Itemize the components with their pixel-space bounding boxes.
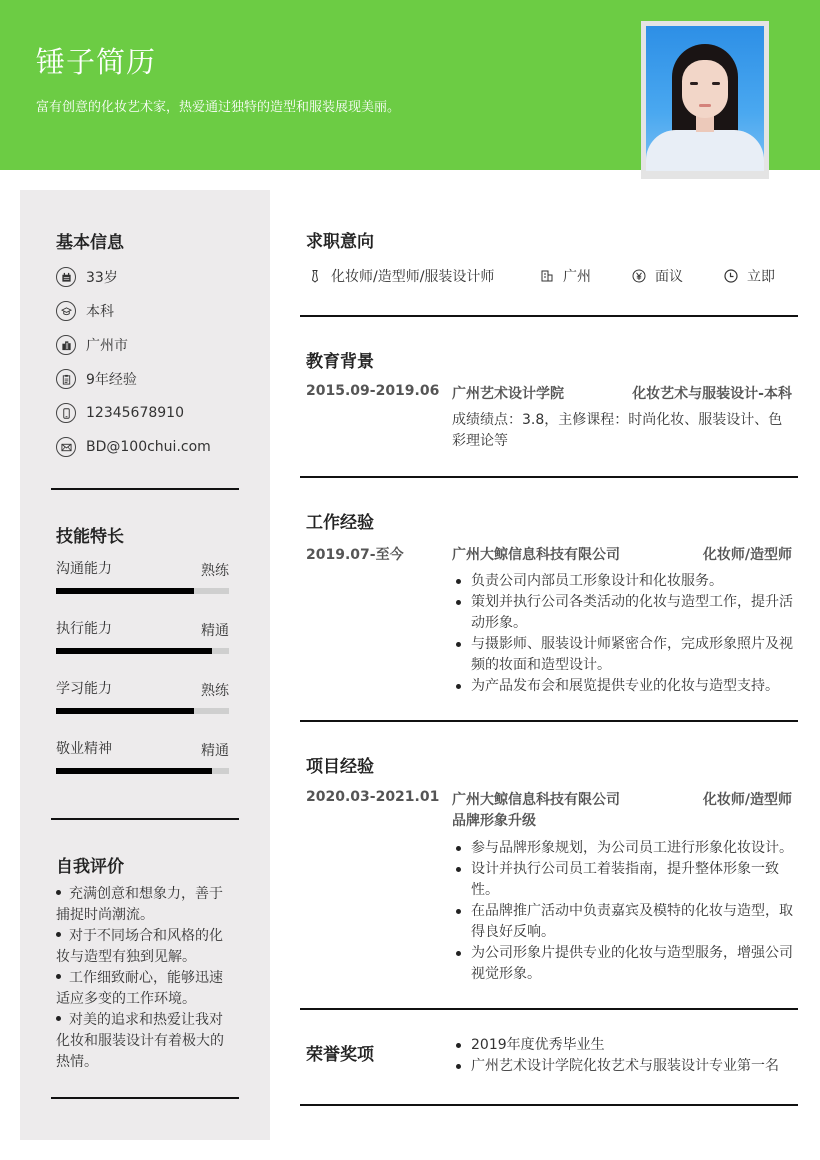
project-bullet: 设计并执行公司员工着装指南，提升整体形象一致性。 xyxy=(452,859,798,901)
skill-level: 精通 xyxy=(201,743,229,759)
section-divider xyxy=(300,720,798,722)
yen-icon xyxy=(632,269,646,283)
project-title: 项目经验 xyxy=(306,757,374,777)
section-divider xyxy=(300,1008,798,1010)
work-bullets xyxy=(452,571,798,697)
skill-item xyxy=(56,618,229,654)
project-role: 化妆师/造型师 xyxy=(702,792,792,808)
skill-progress-bar xyxy=(56,708,229,714)
skill-progress-bar xyxy=(56,648,229,654)
skill-progress-bar xyxy=(56,588,229,594)
work-bullet: 策划并执行公司各类活动的化妆与造型工作，提升活动形象。 xyxy=(452,592,798,634)
section-divider xyxy=(300,476,798,478)
skills-title: 技能特长 xyxy=(56,527,124,547)
tie-icon xyxy=(308,269,322,283)
intent-position: 化妆师/造型师/服装设计师 xyxy=(308,266,494,286)
education-date: 2015.09-2019.06 xyxy=(306,383,440,399)
project-company: 广州大鲸信息科技有限公司 xyxy=(452,792,620,808)
work-role: 化妆师/造型师 xyxy=(702,547,792,563)
project-bullet: 在品牌推广活动中负责嘉宾及模特的化妆与造型，取得良好反响。 xyxy=(452,901,798,943)
skill-progress-fill xyxy=(56,708,194,714)
info-degree-text: 本科 xyxy=(86,304,114,320)
honors-list xyxy=(452,1035,798,1077)
clock-icon xyxy=(724,269,738,283)
calendar-icon xyxy=(56,267,76,287)
info-phone-text: 12345678910 xyxy=(86,405,184,421)
info-age xyxy=(56,260,211,294)
skill-name: 沟通能力 xyxy=(56,561,112,577)
skill-level: 精通 xyxy=(201,623,229,639)
info-email xyxy=(56,430,211,464)
phone-icon xyxy=(56,403,76,423)
skill-name: 学习能力 xyxy=(56,681,112,697)
info-city xyxy=(56,328,211,362)
self-eval-item: 充满创意和想象力，善于捕捉时尚潮流。 xyxy=(56,886,223,923)
intent-availability: 立即 xyxy=(724,266,775,286)
project-bullets xyxy=(452,838,798,985)
sidebar-divider xyxy=(51,818,239,820)
project-bullet: 参与品牌形象规划，为公司员工进行形象化妆设计。 xyxy=(452,838,798,859)
resume-tagline: 富有创意的化妆艺术家，热爱通过独特的造型和服装展现美丽。 xyxy=(36,100,401,115)
project-name: 品牌形象升级 xyxy=(452,813,536,829)
work-bullet: 为产品发布会和展览提供专业的化妆与造型支持。 xyxy=(452,676,798,697)
section-divider xyxy=(300,315,798,317)
self-eval-title: 自我评价 xyxy=(56,857,124,877)
self-eval-item: 工作细致耐心，能够迅速适应多变的工作环境。 xyxy=(56,970,223,1007)
intent-salary: 面议 xyxy=(632,266,683,286)
honor-item: 2019年度优秀毕业生 xyxy=(452,1035,798,1056)
project-bullet: 为公司形象片提供专业的化妆与造型服务，增强公司视觉形象。 xyxy=(452,943,798,985)
info-email-text: BD@100chui.com xyxy=(86,439,211,455)
sidebar-divider xyxy=(51,488,239,490)
basic-info-list xyxy=(56,260,211,464)
honor-item: 广州艺术设计学院化妆艺术与服装设计专业第一名 xyxy=(452,1056,798,1077)
skill-level: 熟练 xyxy=(201,683,229,699)
work-date: 2019.07-至今 xyxy=(306,547,404,563)
basic-info-title: 基本信息 xyxy=(56,233,124,253)
skill-item xyxy=(56,678,229,714)
sidebar xyxy=(20,190,270,1140)
graduation-cap-icon xyxy=(56,301,76,321)
skill-progress-fill xyxy=(56,768,212,774)
project-date: 2020.03-2021.01 xyxy=(306,789,440,805)
building-icon xyxy=(540,269,554,283)
skill-item xyxy=(56,558,229,594)
profile-photo-image xyxy=(646,26,764,171)
info-experience xyxy=(56,362,211,396)
skill-item xyxy=(56,738,229,774)
self-eval-item: 对美的追求和热爱让我对化妆和服装设计有着极大的热情。 xyxy=(56,1012,224,1070)
self-eval-list xyxy=(56,884,232,1073)
info-phone xyxy=(56,396,211,430)
honors-title: 荣誉奖项 xyxy=(306,1045,374,1065)
intent-title: 求职意向 xyxy=(306,232,374,252)
resume-name: 锤子简历 xyxy=(36,45,157,79)
skill-level: 熟练 xyxy=(201,563,229,579)
sidebar-divider xyxy=(51,1097,239,1099)
info-city-text: 广州市 xyxy=(86,338,128,354)
info-degree xyxy=(56,294,211,328)
skill-progress-bar xyxy=(56,768,229,774)
education-school: 广州艺术设计学院 xyxy=(452,386,564,402)
section-divider xyxy=(300,1104,798,1106)
email-icon xyxy=(56,437,76,457)
skill-name: 执行能力 xyxy=(56,621,112,637)
profile-photo xyxy=(641,21,769,179)
education-title: 教育背景 xyxy=(306,352,374,372)
work-bullet: 负责公司内部员工形象设计和化妆服务。 xyxy=(452,571,798,592)
self-eval-item: 对于不同场合和风格的化妆与造型有独到见解。 xyxy=(56,928,223,965)
work-company: 广州大鲸信息科技有限公司 xyxy=(452,547,620,563)
skill-progress-fill xyxy=(56,648,212,654)
info-experience-text: 9年经验 xyxy=(86,372,137,388)
education-desc: 成绩绩点：3.8，主修课程：时尚化妆、服装设计、色彩理论等 xyxy=(452,412,783,449)
education-major: 化妆艺术与服装设计-本科 xyxy=(632,386,792,402)
building-icon xyxy=(56,335,76,355)
work-title: 工作经验 xyxy=(306,513,374,533)
intent-row xyxy=(308,266,788,286)
work-bullet: 与摄影师、服装设计师紧密合作，完成形象照片及视频的妆面和造型设计。 xyxy=(452,634,798,676)
skill-name: 敬业精神 xyxy=(56,741,112,757)
intent-city: 广州 xyxy=(540,266,591,286)
info-age-text: 33岁 xyxy=(86,270,118,286)
skill-progress-fill xyxy=(56,588,194,594)
clipboard-icon xyxy=(56,369,76,389)
